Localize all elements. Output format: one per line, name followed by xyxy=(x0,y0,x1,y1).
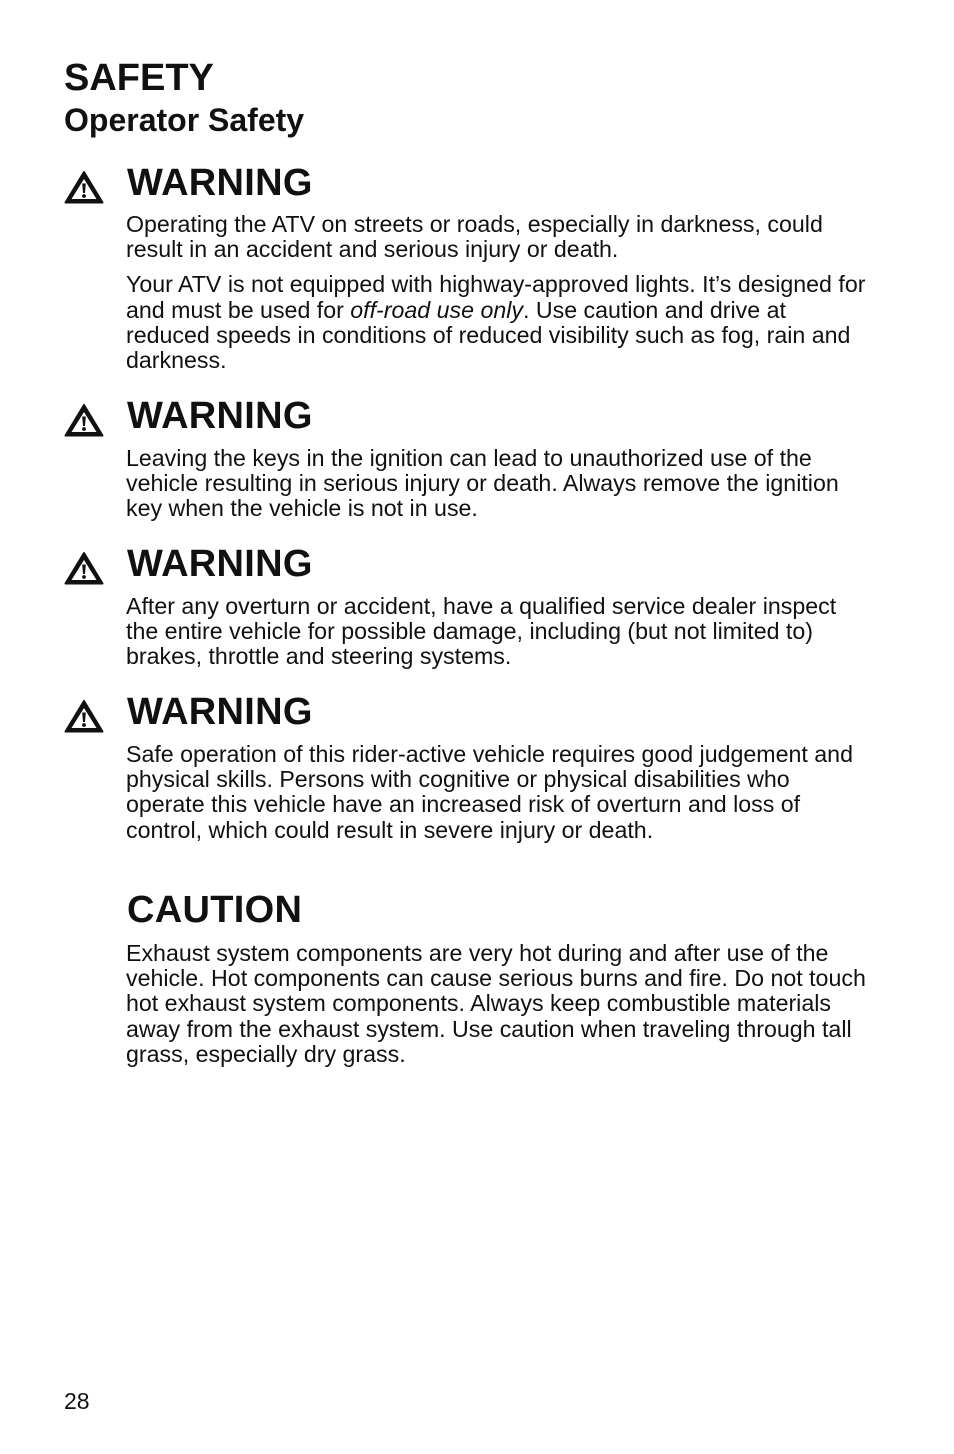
notice-header xyxy=(0,885,954,935)
warning-notice-rider-skills xyxy=(0,687,954,853)
notice-header xyxy=(0,687,954,737)
notice-heading: WARNING xyxy=(127,543,313,585)
notice-paragraph: After any overturn or accident, have a qualified service dealer inspect the entire vehicle for possible damage, including (but not limited to) brakes, throttle and steering systems. xyxy=(126,593,837,670)
notice-heading: WARNING xyxy=(127,395,313,437)
paragraph-text: Your ATV is not equipped with highway-approved lights. It’s designed for and must be used for xyxy=(126,271,866,323)
page-subtitle: Operator Safety xyxy=(64,102,305,138)
notice-paragraph: Safe operation of this rider-active vehicle requires good judgement and physical skills. Persons with cognitive or physical disabilities who operate this vehicle have an increased risk of overturn and loss of control, which could result in severe injury or death. xyxy=(126,741,853,843)
notice-header xyxy=(0,391,954,441)
notice-body xyxy=(126,446,866,522)
notice-paragraph: Leaving the keys in the ignition can lead to unauthorized use of the vehicle resulting in serious injury or death. Always remove the ignition key when the vehicle is not in use. xyxy=(126,445,839,522)
page-title: SAFETY xyxy=(64,57,214,99)
warning-triangle-icon xyxy=(64,403,104,437)
notice-heading: CAUTION xyxy=(127,889,303,931)
notice-body xyxy=(126,212,866,373)
warning-triangle-icon xyxy=(64,699,104,733)
emphasis-text: off-road use only xyxy=(350,296,523,323)
warning-notice-overturn-inspection xyxy=(0,539,954,680)
notice-heading: WARNING xyxy=(127,162,313,204)
warning-notice-ignition-keys xyxy=(0,391,954,532)
warning-triangle-icon xyxy=(64,170,104,204)
notice-paragraph: Exhaust system components are very hot during and after use of the vehicle. Hot components can cause serious burns and fire. Do not touch hot exhaust system components. Always keep combustible materials away from the exhaust system. Use caution when traveling through tall grass, especially dry grass. xyxy=(126,940,866,1067)
notice-heading: WARNING xyxy=(127,691,313,733)
notice-body xyxy=(126,941,866,1067)
warning-triangle-icon xyxy=(64,551,104,585)
page-number: 28 xyxy=(64,1388,90,1414)
notice-body xyxy=(126,594,866,670)
notice-header xyxy=(0,539,954,589)
warning-notice-streets xyxy=(0,158,954,383)
notice-paragraph: Operating the ATV on streets or roads, especially in darkness, could result in an accident and serious injury or death. xyxy=(126,211,823,263)
paragraph-text: . Use caution and drive at reduced speeds in conditions of reduced visibility such as fog, rain and darkness. xyxy=(126,296,851,374)
caution-notice-exhaust xyxy=(0,885,954,1077)
notice-paragraph xyxy=(126,272,866,373)
notice-header xyxy=(0,158,954,208)
notice-body xyxy=(126,742,866,843)
